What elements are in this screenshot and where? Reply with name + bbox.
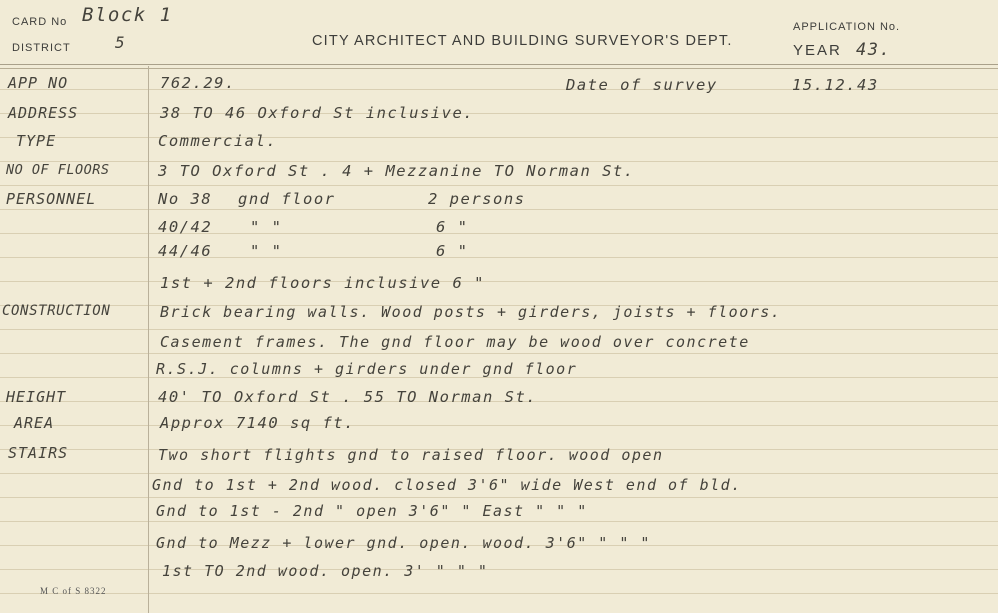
personnel-unit-1: No 38 (158, 190, 213, 208)
address-value: 38 TO 46 Oxford St inclusive. (160, 104, 475, 122)
card-no-value: Block 1 (82, 4, 173, 26)
area-value: Approx 7140 sq ft. (160, 414, 355, 432)
construction-line-2: Casement frames. The gnd floor may be wood over concrete (160, 333, 750, 351)
label-height: HEIGHT (6, 388, 67, 406)
label-construction: CONSTRUCTION (2, 303, 111, 319)
card-header (0, 0, 998, 65)
construction-line-3: R.S.J. columns + girders under gnd floor (156, 360, 578, 378)
label-area: AREA (14, 414, 55, 432)
label-personnel: PERSONNEL (6, 190, 97, 208)
personnel-extra: 1st + 2nd floors inclusive 6 " (160, 274, 485, 292)
stairs-line-5: 1st TO 2nd wood. open. 3' " " " (162, 562, 489, 580)
personnel-unit-3: 44/46 (158, 242, 213, 260)
personnel-unit-2: 40/42 (158, 218, 213, 236)
card-no-label: CARD No (12, 16, 68, 28)
form-code: M C of S 8322 (40, 586, 107, 596)
label-app-no: APP NO (8, 74, 69, 92)
personnel-count-2: 6 " (436, 218, 469, 236)
height-value: 40' TO Oxford St . 55 TO Norman St. (158, 388, 538, 406)
application-label: APPLICATION No. (793, 21, 901, 33)
margin-rule (148, 66, 149, 613)
personnel-floor-3: " " (250, 242, 283, 260)
district-value: 5 (115, 33, 127, 52)
label-floors: NO OF FLOORS (6, 162, 110, 178)
department-title: CITY ARCHITECT AND BUILDING SURVEYOR'S DEPT. (312, 33, 733, 49)
stairs-line-3: Gnd to 1st - 2nd " open 3'6" " East " " " (156, 502, 588, 520)
district-label: DISTRICT (12, 42, 71, 54)
label-type: TYPE (16, 132, 57, 150)
year-value: 43. (856, 40, 892, 60)
stairs-line-1: Two short flights gnd to raised floor. wood open (158, 446, 664, 464)
floors-value: 3 TO Oxford St . 4 + Mezzanine TO Norman St. (158, 162, 635, 180)
survey-date-value: 15.12.43 (792, 76, 879, 94)
personnel-count-1: 2 persons (428, 190, 526, 208)
personnel-floor-1: gnd floor (238, 190, 336, 208)
stairs-line-4: Gnd to Mezz + lower gnd. open. wood. 3'6" " " " (156, 534, 651, 552)
label-address: ADDRESS (8, 104, 79, 122)
survey-date-label: Date of survey (566, 76, 718, 94)
personnel-floor-2: " " (250, 218, 283, 236)
label-stairs: STAIRS (8, 444, 69, 462)
personnel-count-3: 6 " (436, 242, 469, 260)
type-value: Commercial. (158, 132, 278, 150)
year-label: YEAR (793, 42, 842, 59)
stairs-line-2: Gnd to 1st + 2nd wood. closed 3'6" wide West end of bld. (152, 476, 742, 494)
app-no-value: 762.29. (160, 74, 236, 92)
construction-line-1: Brick bearing walls. Wood posts + girders, joists + floors. (160, 303, 782, 321)
